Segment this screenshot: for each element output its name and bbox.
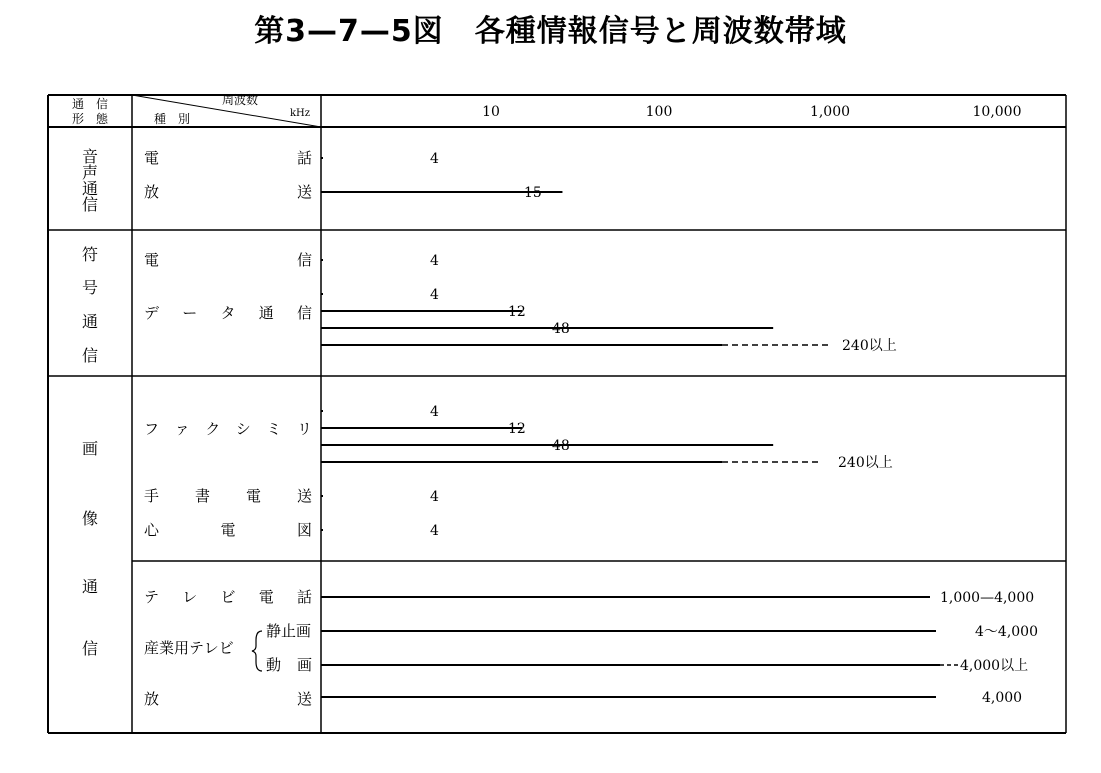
bar-value-label: 15	[524, 185, 542, 201]
bar-value-label: 240以上	[842, 338, 897, 354]
row-label-moving-image: 動 画	[266, 656, 312, 674]
bar-value-label: 12	[508, 421, 526, 437]
group-char: 通	[81, 312, 99, 331]
group-char: 声	[81, 163, 99, 182]
bar-value-label: 12	[508, 304, 526, 320]
bar-value-label: 4	[430, 523, 439, 539]
bar-value-label: 4	[430, 489, 439, 505]
bar-value-label: 4	[430, 404, 439, 420]
bar-value-label: 240以上	[838, 455, 893, 471]
group-char: 信	[81, 639, 99, 658]
group-char: 像	[81, 509, 99, 528]
group-char: 通	[81, 179, 99, 198]
row-label-telephone: 電 話	[144, 149, 312, 167]
row-label-still-image: 静止画	[266, 622, 312, 640]
bar-value-label: 48	[552, 438, 570, 454]
group-char: 信	[81, 195, 99, 214]
bar-value-label: 4	[430, 287, 439, 303]
header-col1-top: 通 信	[71, 97, 109, 111]
group-char: 号	[81, 278, 99, 297]
bars-layer	[321, 151, 1038, 706]
x-tick-label: 10	[482, 104, 500, 120]
row-label-telegraph: 電 信	[144, 251, 312, 269]
group-label-voice	[82, 147, 98, 214]
row-label-industrial-tv: 産業用テレビ	[144, 639, 234, 657]
row-label-handwriting: 手 書 電 送	[144, 487, 312, 505]
bar-value-label: 4,000	[982, 690, 1023, 706]
row-label-facsimile: フ ァ ク シ ミ リ	[144, 420, 312, 438]
bar-value-label: 4	[430, 151, 439, 167]
group-char: 通	[81, 577, 99, 596]
bar-value-label: 48	[552, 321, 570, 337]
group-char: 音	[81, 147, 99, 166]
bar-value-label: 4,000以上	[960, 658, 1029, 674]
row-labels	[144, 149, 312, 708]
x-tick-label: 10,000	[972, 104, 1022, 120]
header-col2-bottom: 種 別	[153, 112, 191, 126]
x-axis-ticks	[482, 104, 1021, 120]
group-char: 符	[81, 245, 99, 264]
bar-value-label: 1,000—4,000	[940, 590, 1035, 606]
row-label-videophone: テ レ ビ 電 話	[144, 588, 312, 606]
group-char: 信	[81, 346, 99, 365]
row-label-broadcast-video: 放 送	[144, 690, 312, 708]
industrial-tv-brace	[252, 631, 262, 671]
page-title: 第3—7—5図 各種情報信号と周波数帯域	[254, 14, 847, 49]
row-label-ecg: 心 電 図	[144, 521, 312, 539]
group-char: 画	[81, 439, 99, 458]
header-col1-bottom: 形 態	[71, 112, 109, 126]
bar-value-label: 4	[430, 253, 439, 269]
x-tick-label: 100	[645, 104, 673, 120]
row-label-broadcast-audio: 放 送	[144, 183, 312, 201]
bar-value-label: 4～4,000	[975, 624, 1038, 640]
group-label-code	[82, 245, 98, 365]
row-label-data: デ ー タ 通 信	[144, 304, 312, 322]
group-label-image	[82, 439, 98, 658]
x-tick-label: 1,000	[809, 104, 851, 120]
header-col2-top: 周波数	[221, 93, 259, 107]
header-col2-unit: kHz	[289, 108, 311, 119]
